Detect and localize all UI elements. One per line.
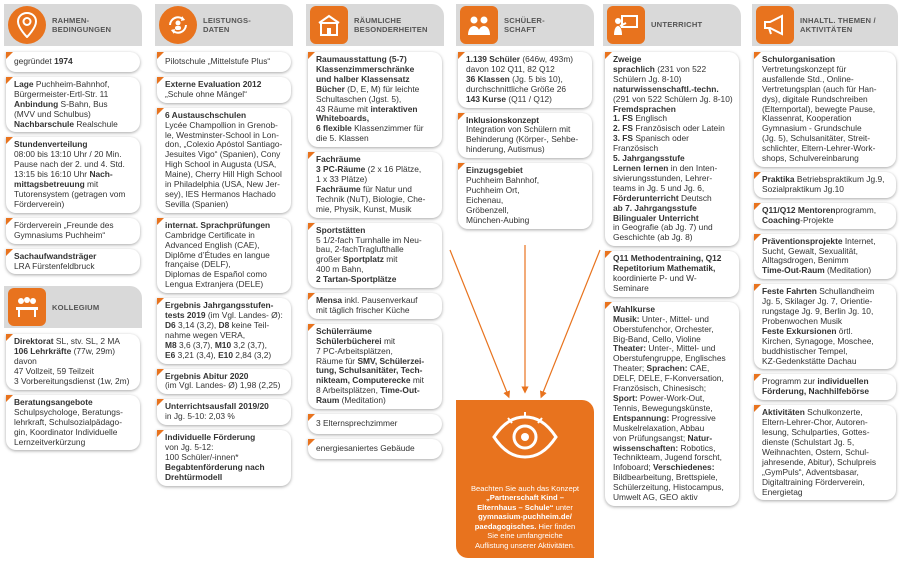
column-raeumliche-besonderheiten xyxy=(306,4,444,464)
wahlkurse-box: Wahlkurse Musik: Unter-, Mittel- und Oberstufenchor, Orchester, Big-Band, Cello, Violine Theater: Unter-, Mittel- und Oberstufengruppe, Englisches Theater; Sprachen: CAE, DELF, DELE, F-Konversation, Französisch, Chinesisch; Sport: Power-Work-Out, Tennis, Bewegungskünste, Entspannung: Progressive Muskelrelaxation, Abbau von Prüfungsangst; Natur- wissenschaften: Robotics, Technikteam, Jugend forscht, Infoboard; Verschiedenes: Bildbearbeitung, Brettspiele, Schülerzeitung, Histocampus, Umwelt AG, GEO aktiv xyxy=(605,302,739,506)
header-title: KOLLEGIUM xyxy=(52,302,100,312)
foerderverein-box: Förderverein „Freunde des Gymnasiums Puchheim“ xyxy=(6,218,140,244)
praktika-box: Praktika Betriebspraktikum Jg.9, Sozialpraktikum Jg.10 xyxy=(754,172,896,198)
column-leistungsdaten xyxy=(155,4,293,491)
mentoren-box: Q11/Q12 Mentorenprogramm, Coaching-Projekte xyxy=(754,203,896,229)
individuelle-foerderung-box: Individuelle Förderung von Jg. 5-12: 100 Schüler/-innen* Begabtenförderung nach Drehtürmodell xyxy=(157,430,291,486)
column-unterricht xyxy=(603,4,741,511)
programm-box: Programm zur individuellen Förderung, Nachhilfebörse xyxy=(754,374,896,400)
header-rahmenbedingungen xyxy=(4,4,142,46)
elternsprechzimmer-box: 3 Elternsprechzimmer xyxy=(308,414,442,434)
founded-box: gegründet 1974 xyxy=(6,52,140,72)
header-title: LEISTUNGS- DATEN xyxy=(203,15,251,34)
praevention-box: Präventionsprojekte Internet, Sucht, Gewalt, Sexualität, Alltagsdrogen, Benimm Time-Out-Raum (Meditation) xyxy=(754,234,896,280)
cycle-people-icon xyxy=(159,6,197,44)
column-schuelerschaft xyxy=(456,4,594,234)
header-title: RAHMEN- BEDINGUNGEN xyxy=(52,15,112,34)
schueler-box: 1.139 Schüler (646w, 493m) davon 102 Q11, 82 Q12 36 Klassen (Jg. 5 bis 10), durchschnittliche Größe 26 143 Kurse (Q11 / Q12) xyxy=(458,52,592,108)
energie-box: energiesaniertes Gebäude xyxy=(308,439,442,459)
location-pin-icon xyxy=(8,6,46,44)
column-rahmenbedingungen xyxy=(4,4,142,455)
megaphone-icon xyxy=(756,6,794,44)
column-inhaltliche-themen xyxy=(752,4,898,505)
schulorganisation-box: Schulorganisation Vertretungskonzept für ausfallende Std., Online- Vertretungsplan (auch für Han- dys), digitale Rundschreiben (Elternportal), bewegte Pause, Klassenrat, Kooperation Gymnasium - Grundschule (Jg. 5), Schulsanitäter, Streit- schlichter, Eltern-Lehrer-Work- shops, Schulvereinbarung xyxy=(754,52,896,167)
eye-icon xyxy=(464,412,586,465)
teacher-board-icon xyxy=(607,6,645,44)
header-raeumliche xyxy=(306,4,444,46)
sportstaetten-box: Sportstätten 5 1/2-fach Turnhalle im Neu- bau, 2-fachTraglufthalle großer Sportplatz mit 400 m Bahn, 2 Tartan-Sportplätze xyxy=(308,223,442,288)
inklusion-box: Inklusionskonzept Integration von Schülern mit Behinderung (Körper-, Sehbe- hinderung, Autismus) xyxy=(458,113,592,159)
arrow-left xyxy=(450,250,508,395)
header-schuelerschaft xyxy=(456,4,594,46)
konzept-link[interactable]: gymnasium-puchheim.de/ xyxy=(478,512,572,522)
konzept-text: Beachten Sie auch das Konzept „Partnerschaft Kind – Elternhaus – Schule“ unter gymnasium-puchheim.de/ paedagogisches. Hier finden Sie eine umfangreiche Auflistung unserer Aktivitäten. xyxy=(470,483,580,550)
einzugsgebiet-box: Einzugsgebiet Puchheim Bahnhof, Puchheim Ort, Eichenau, Gröbenzell, München-Aubing xyxy=(458,163,592,228)
zweige-box: Zweige sprachlich (231 von 522 Schülern Jg. 8-10) naturwissenschaftl.-techn. (291 von 522 Schülern Jg. 8-10) Fremdsprachen 1. FS Englisch 2. FS Französisch oder Latein 3. FS Spanisch oder Französisch 5. Jahrgangsstufe Lernen lernen in den Inten- sivierungsstunden, Lehrer- teams in Jg. 5 und Jg. 6, Förderunterricht Deutsch ab 7. Jahrgangsstufe Bilingualer Unterricht in Geografie (ab Jg. 7) und Geschichte (ab Jg. 8) xyxy=(605,52,739,246)
students-icon xyxy=(460,6,498,44)
pointer-arrows xyxy=(440,240,610,405)
header-title: SCHÜLER- SCHAFT xyxy=(504,15,545,34)
abitur-box: Ergebnis Abitur 2020 (im Vgl. Landes- Ø) 1,98 (2,25) xyxy=(157,369,291,395)
pilotschule-box: Pilotschule „Mittelstufe Plus“ xyxy=(157,52,291,72)
people-table-icon xyxy=(8,288,46,326)
beratung-box: Beratungsangebote Schulpsychologe, Beratungs- lehrkraft, Schulsozialpädago- gin, Koordinator Individuelle Lernzeitverkürzung xyxy=(6,395,140,451)
raumausstattung-box: Raumausstattung (5-7) Klassenzimmerschränke und halber Klassensatz Bücher (D, E, M) für leichte Schultaschen (Jgst. 5), 43 Räume mit interaktiven Whiteboards, 6 flexible Klassenzimmer für die 5. Klassen xyxy=(308,52,442,147)
unterrichtsausfall-box: Unterrichtsausfall 2019/20 in Jg. 5-10: 2,03 % xyxy=(157,399,291,425)
header-title: INHALTL. THEMEN / AKTIVITÄTEN xyxy=(800,15,876,34)
fachraeume-box: Fachräume 3 PC-Räume (2 x 16 Plätze, 1 x 33 Plätze) Fachräume für Natur und Technik (NuT), Biologie, Che- mie, Physik, Kunst, Musik xyxy=(308,152,442,217)
direktorat-box: Direktorat SL, stv. SL, 2 MA 106 Lehrkräfte (77w, 29m) davon 47 Vollzeit, 59 Teilzeit 3 Vorbereitungsdienst (1w, 2m) xyxy=(6,334,140,390)
sachaufwand-box: Sachaufwandsträger LRA Fürstenfeldbruck xyxy=(6,249,140,275)
stundenverteilung-box: Stundenverteilung 08:00 bis 13:10 Uhr / 20 Min. Pause nach der 2. und 4. Std. 13:15 bis 16:10 Uhr Nach- mittagsbetreuung mit Tutorensystem (getragen vom Förderverein) xyxy=(6,137,140,212)
header-title: UNTERRICHT xyxy=(651,20,703,30)
arrow-right xyxy=(542,250,600,395)
sprachpruefungen-box: internat. Sprachprüfungen Cambridge Certificate in Advanced English (CAE), Diplôme d’Études en langue française (DELF), Diplomas de Español como Lengua Extranjera (DELE) xyxy=(157,218,291,293)
aktivitaeten-box: Aktivitäten Schulkonzerte, Eltern-Lehrer-Chor, Autoren- lesung, Schulparties, Gottes- dienste (Schulstart Jg. 5, Weihnachten, Ostern, Schul- jahresende, Abitur), Schulpreis „GymPuls“, Adventsbasar, Digitaltraining Förderverein, Energietag xyxy=(754,405,896,500)
jahrgangstests-box: Ergebnis Jahrgangsstufen- tests 2019 (im Vgl. Landes- Ø): D6 3,14 (3,2), D8 keine Teil- nahme wegen VERA, M8 3,6 (3,7), M10 3,2 (3,7), E6 3,21 (3,4), E10 2,84 (3,2) xyxy=(157,298,291,363)
building-icon xyxy=(310,6,348,44)
header-title: RÄUMLICHE BESONDERHEITEN xyxy=(354,15,428,34)
mensa-box: Mensa inkl. Pausenverkauf mit täglich frischer Küche xyxy=(308,293,442,319)
evaluation-box: Externe Evaluation 2012 „Schule ohne Mängel“ xyxy=(157,77,291,103)
header-leistungsdaten xyxy=(155,4,293,46)
header-kollegium xyxy=(4,286,142,328)
header-themen xyxy=(752,4,898,46)
austausch-box: 6 Austauschschulen Lycée Champollion in Grenob- le, Westminster-School in Lon- don, „Colexio Apóstol Santiago- Jesuites Vigo“ (Spanien), Cony High School in Augusta (USA, Maine), Cherry Hill High School in Philadelphia (USA, New Jer- sey), IES Hermanos Hachado Sevilla (Spanien) xyxy=(157,108,291,213)
header-unterricht xyxy=(603,4,741,46)
fahrten-box: Feste Fahrten Schullandheim Jg. 5, Skilager Jg. 7, Orientie- rungstage Jg. 9, Berlin Jg. 10, Probenwochen Musik Feste Exkursionen örtl. Kirchen, Synagoge, Moschee, buddhistischer Tempel, KZ-Gedenkstätte Dachau xyxy=(754,284,896,369)
konzept-hinweis-box xyxy=(456,400,594,558)
q11-box: Q11 Methodentraining, Q12 Repetitorium Mathematik, koordinierte P- und W- Seminare xyxy=(605,251,739,297)
schuelerraeume-box: Schülerräume Schülerbücherei mit 7 PC-Arbeitsplätzen, Räume für SMV, Schülerzei- tung, Schulsanitäter, Tech- nikteam, Computerecke mit 8 Arbeitsplätzen, Time-Out- Raum (Meditation) xyxy=(308,324,442,409)
lage-box: Lage Puchheim-Bahnhof, Bürgermeister-Ertl-Str. 11 Anbindung S-Bahn, Bus (MVV und Schulbus) Nachbarschule Realschule xyxy=(6,77,140,133)
